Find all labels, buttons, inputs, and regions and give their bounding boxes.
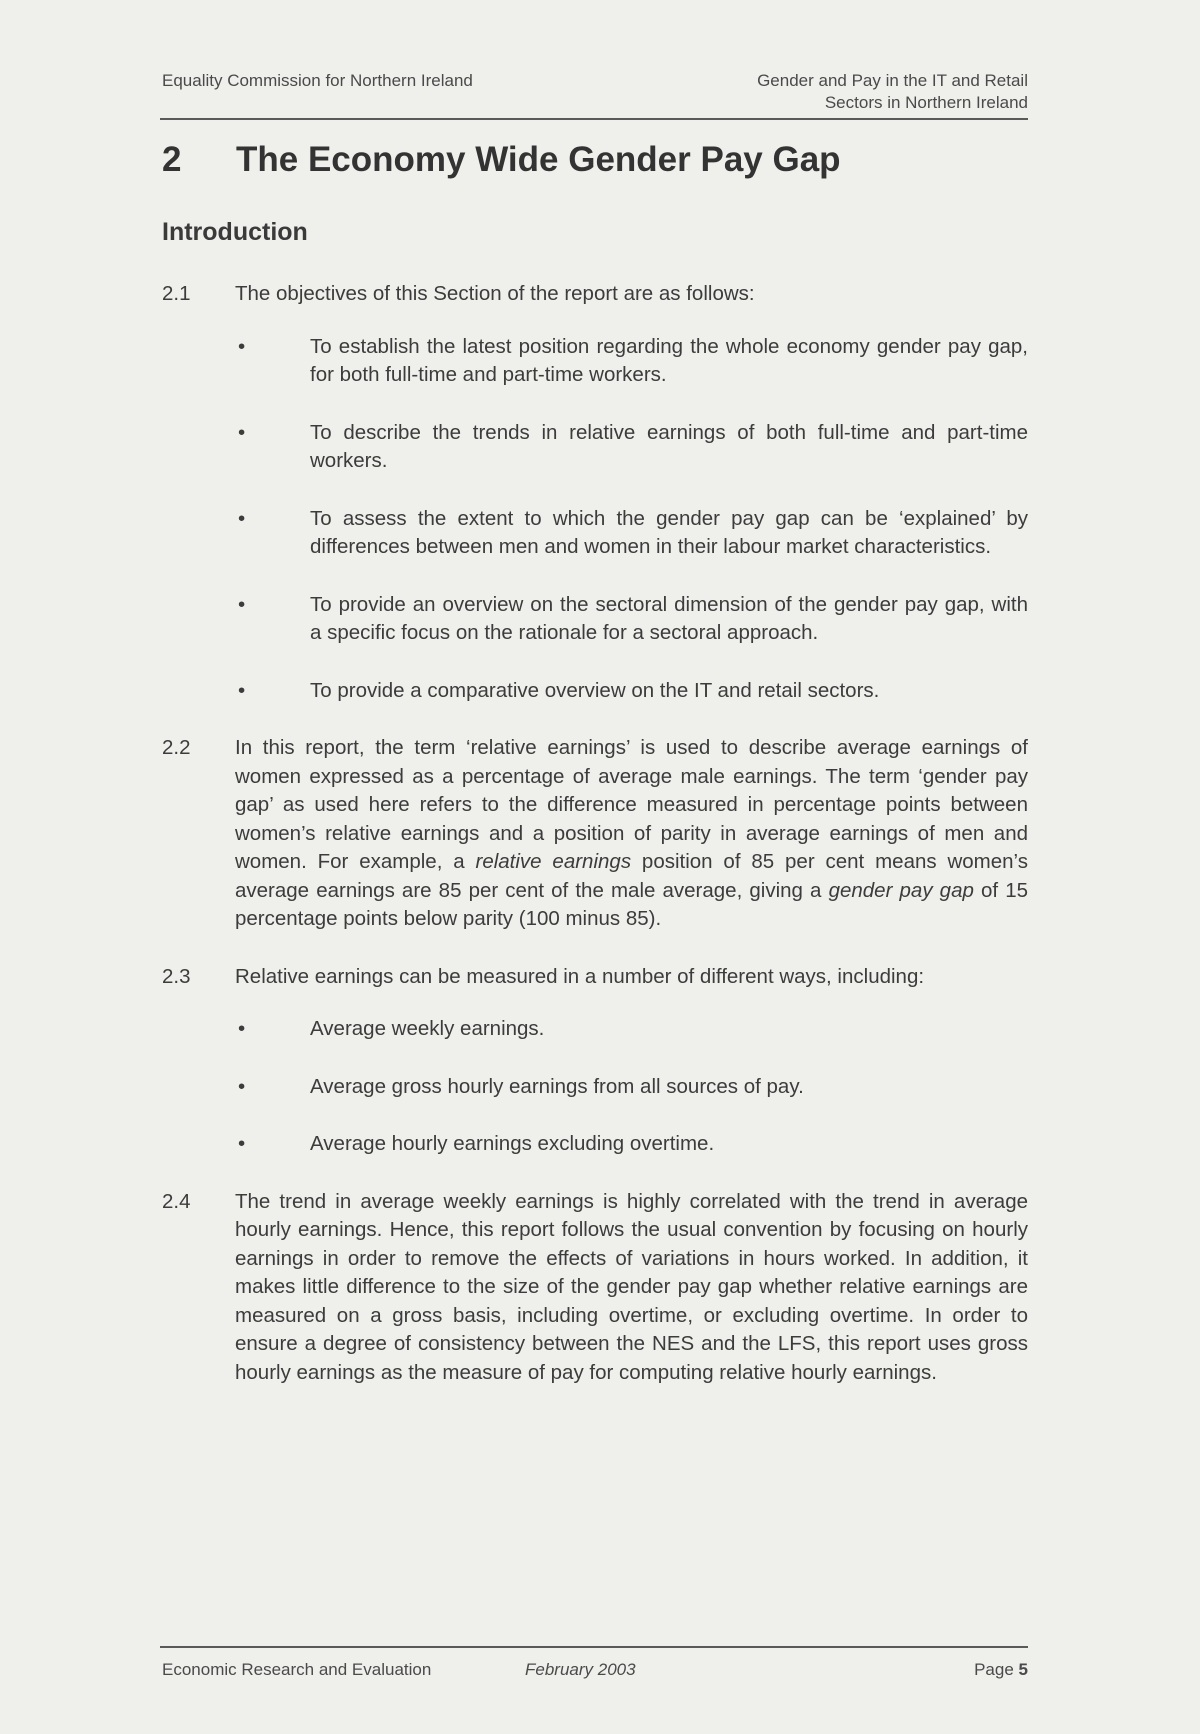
measures-list [235, 1015, 1028, 1159]
section-title-text: The Economy Wide Gender Pay Gap [236, 140, 841, 179]
objectives-list [235, 333, 1028, 706]
paragraph-number: 2.4 [162, 1189, 191, 1213]
bullet-icon: • [238, 1132, 246, 1155]
paragraph-number: 2.2 [162, 736, 191, 759]
list-item [235, 333, 1028, 390]
bullet-icon: • [238, 678, 246, 702]
subheading-introduction: Introduction [162, 218, 308, 246]
header-organisation: Equality Commission for Northern Ireland [162, 71, 473, 90]
bullet-icon: • [238, 420, 246, 444]
list-item-text: To provide a comparative overview on the IT and retail sectors. [310, 678, 880, 702]
paragraph-text: Relative earnings can be measured in a number of different ways, including: [235, 964, 925, 988]
page-header [160, 66, 1028, 120]
list-item [235, 677, 1028, 706]
header-report-title-line1: Gender and Pay in the IT and Retail [757, 71, 1028, 90]
document-body [160, 280, 1028, 1416]
list-item [235, 505, 1028, 562]
list-item [235, 419, 1028, 476]
footer-date: February 2003 [525, 1660, 636, 1679]
paragraph-text-part: of 15 percentage points below parity (100 minus 85). [235, 878, 1029, 930]
paragraph-text-part: position of 85 per cent means women’s average earnings are 85 per cent of the male average, giving a [235, 850, 1028, 902]
emphasis-relative-earnings: relative earnings [475, 850, 632, 873]
page-label: Page [974, 1660, 1014, 1679]
list-item-text: Average gross hourly earnings from all sources of pay. [310, 1074, 804, 1098]
list-item-text: Average hourly earnings excluding overtime. [310, 1132, 715, 1155]
list-item-text: To assess the extent to which the gender pay gap can be ‘explained’ by differences between men and women in their labour market characteristics. [310, 506, 1028, 558]
list-item [235, 1130, 1028, 1159]
list-item-text: To provide an overview on the sectoral dimension of the gender pay gap, with a specific focus on the rationale for a sectoral approach. [310, 592, 1028, 644]
paragraph-text: The objectives of this Section of the report are as follows: [235, 282, 755, 305]
paragraph-text: The trend in average weekly earnings is highly correlated with the trend in average hourly earnings. Hence, this report follows the usual convention by focusing on hourly earnings in order to remove the effects of variations in hours worked. In addition, it makes little difference to the size of the gender pay gap whether relative earnings are measured on a gross basis, including overtime, or excluding overtime. In order to ensure a degree of consistency between the NES and the LFS, this report uses gross hourly earnings as the measure of pay for computing relative hourly earnings. [235, 1189, 1028, 1384]
paragraph-2-2 [160, 734, 1028, 934]
paragraph-2-1 [160, 280, 1028, 705]
bullet-icon: • [238, 334, 246, 358]
paragraph-text [235, 734, 1028, 934]
header-report-title-line2: Sectors in Northern Ireland [824, 93, 1028, 112]
list-item [235, 1015, 1028, 1044]
document-page [160, 0, 1028, 1734]
footer-department: Economic Research and Evaluation [162, 1660, 432, 1679]
list-item-text: Average weekly earnings. [310, 1017, 545, 1040]
paragraph-2-4 [160, 1188, 1028, 1388]
header-report-title [757, 70, 1028, 114]
list-item-text: To describe the trends in relative earnings of both full-time and part-time workers. [310, 420, 1028, 472]
page-number [974, 1660, 1028, 1680]
list-item [235, 1073, 1028, 1102]
bullet-icon: • [238, 592, 246, 616]
emphasis-gender-pay-gap: gender pay gap [828, 878, 974, 902]
section-title [162, 140, 841, 180]
bullet-icon: • [238, 1074, 246, 1098]
page-footer [160, 1646, 1028, 1679]
paragraph-number: 2.1 [162, 282, 191, 305]
list-item-text: To establish the latest position regarding the whole economy gender pay gap, for both full-time and part-time workers. [310, 334, 1028, 386]
paragraph-number: 2.3 [162, 964, 191, 988]
list-item [235, 591, 1028, 648]
paragraph-text-part: In this report, the term ‘relative earnings’ is used to describe average earnings of women expressed as a percentage of average male earnings. The term ‘gender pay gap’ as used here refers to the difference measured in percentage points between women’s relative earnings and a position of parity in average earnings of men and women. For example, a [235, 736, 1028, 873]
bullet-icon: • [238, 1017, 246, 1040]
paragraph-2-3 [160, 963, 1028, 1159]
section-number: 2 [162, 140, 182, 179]
page-number-value: 5 [1018, 1660, 1028, 1679]
bullet-icon: • [238, 506, 246, 530]
